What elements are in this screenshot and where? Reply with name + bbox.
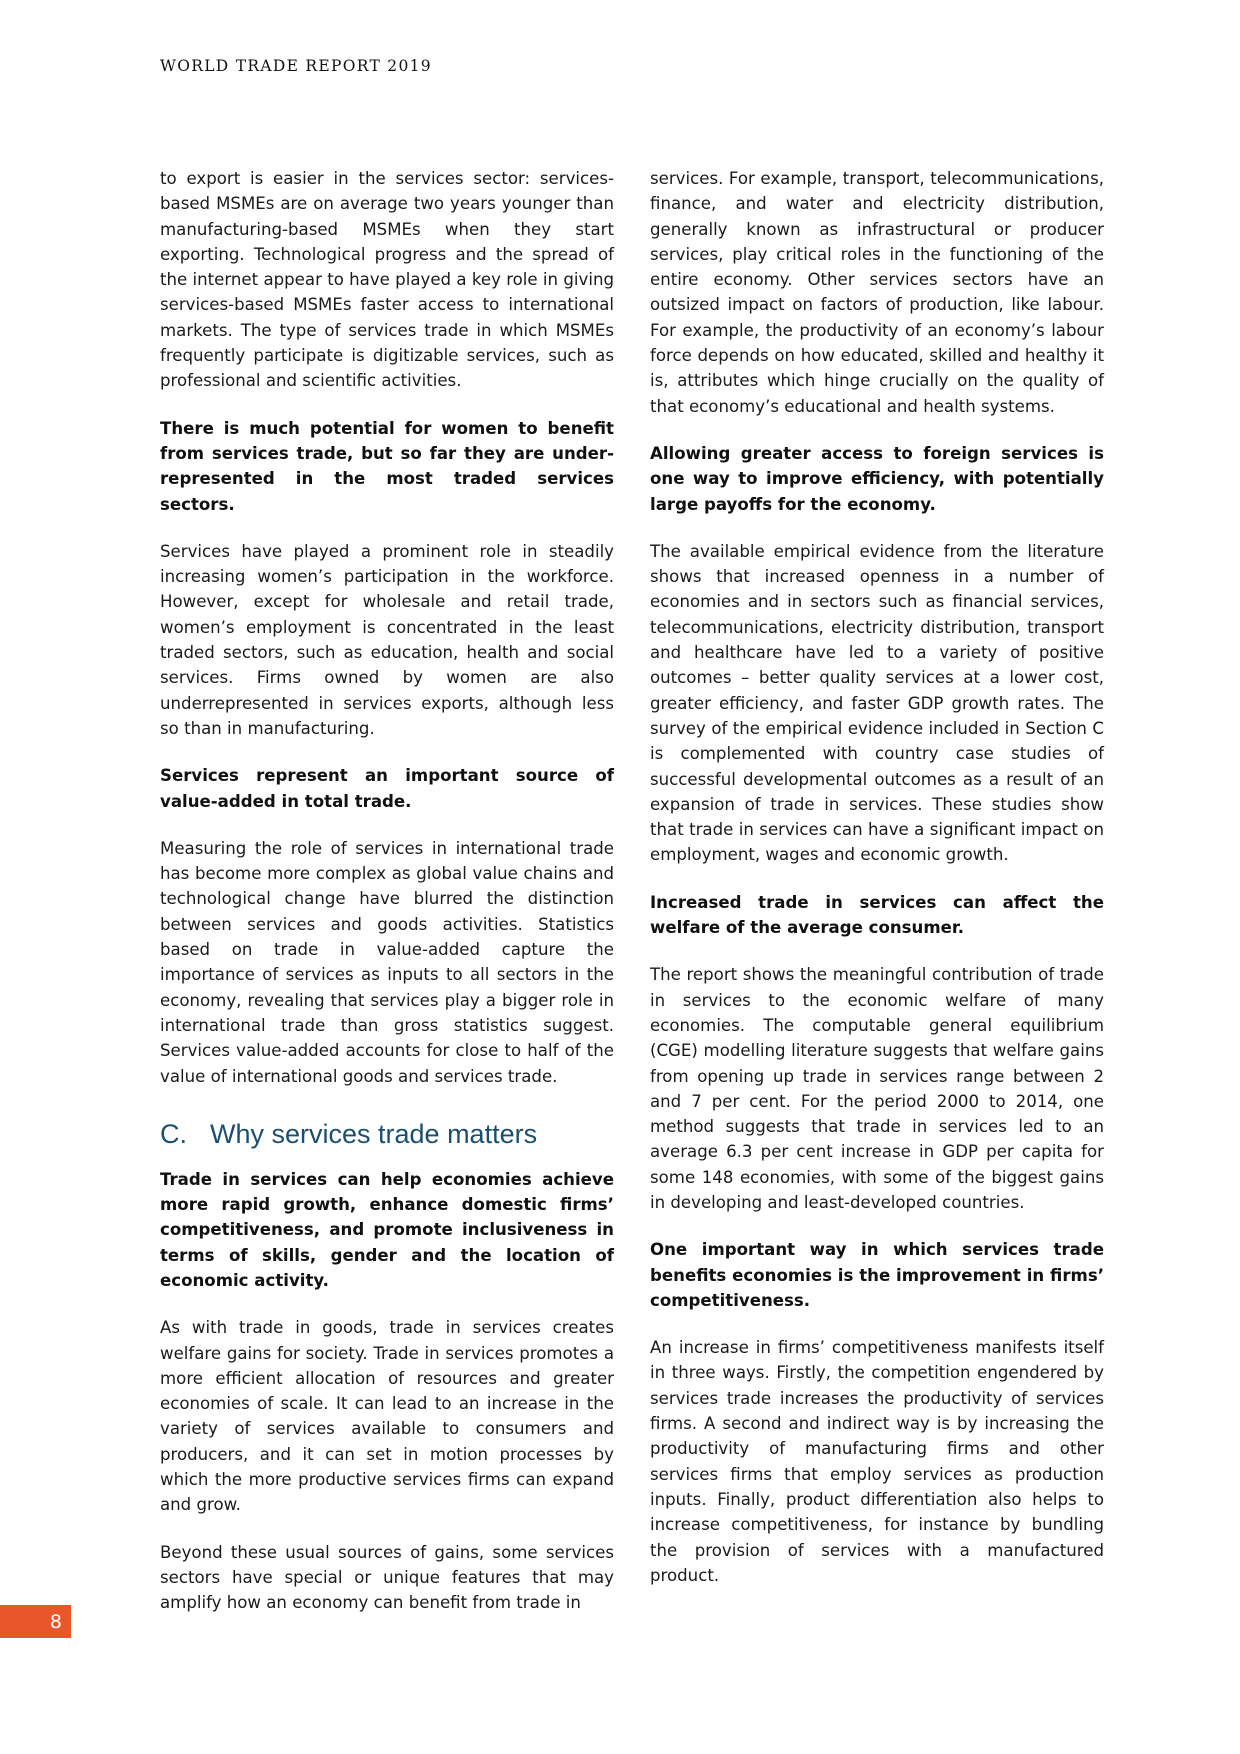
left-column	[160, 166, 614, 1638]
section-heading	[160, 1117, 614, 1151]
body-paragraph: The available empirical evidence from the literature shows that increased openness in a number of economies and in sectors such as financial services, telecommunications, electricity distribution, transport and healthcare have led to a variety of positive outcomes – better quality services at a lower cost, greater efficiency, and faster GDP growth rates. The survey of the empirical evidence included in Section C is complemented with country case studies of successful developmental outcomes as a result of an expansion of trade in services. These studies show that trade in services can have a significant impact on employment, wages and economic growth.	[650, 541, 1104, 865]
lead-statement: Trade in services can help economies achieve more rapid growth, enhance domestic firms’ competitiveness, and promote inclusiveness in terms of skills, gender and the location of economic activity.	[160, 1169, 614, 1290]
body-paragraph: The report shows the meaningful contribution of trade in services to the economic welfare of many economies. The computable general equilibrium (CGE) modelling literature suggests that welfare gains from opening up trade in services range between 2 and 7 per cent. For the period 2000 to 2014, one method suggests that trade in services led to an average 6.3 per cent increase in GDP per capita for some 148 economies, with some of the biggest gains in developing and least-developed countries.	[650, 965, 1104, 1212]
body-paragraph: As with trade in goods, trade in services creates welfare gains for society. Trade in services promotes a more efficient allocation of resources and greater economies of scale. It can lead to an increase in the variety of services available to consumers and producers, and it can set in motion processes by which the more productive services firms can expand and grow.	[160, 1318, 614, 1515]
lead-statement: Increased trade in services can affect the welfare of the average consumer.	[650, 892, 1104, 938]
body-paragraph: to export is easier in the services sector: services-based MSMEs are on average two years younger than manufacturing-based MSMEs when they start exporting. Technological progress and the spread of the internet appear to have played a key role in giving services-based MSMEs faster access to international markets. The type of services trade in which MSMEs frequently participate is digitizable services, such as professional and scientific activities.	[160, 169, 614, 391]
lead-statement: Services represent an important source of value-added in total trade.	[160, 766, 614, 811]
lead-statement: Allowing greater access to foreign services is one way to improve efficiency, with potentially large payoffs for the economy.	[650, 443, 1104, 514]
right-column	[650, 166, 1104, 1610]
body-paragraph: Services have played a prominent role in steadily increasing women’s participation in the workforce. However, except for wholesale and retail trade, women’s employment is concentrated in the least traded sectors, such as education, health and social services. Firms owned by women are also underrepresented in services exports, although less so than in manufacturing.	[160, 541, 614, 738]
section-title: Why services trade matters	[210, 1118, 538, 1149]
body-paragraph: services. For example, transport, telecommunications, finance, and water and electricity distribution, generally known as infrastructural or producer services, play critical roles in the functioning of the entire economy. Other services sectors have an outsized impact on factors of production, like labour. For example, the productivity of an economy’s labour force depends on how educated, skilled and healthy it is, attributes which hinge crucially on the quality of that economy’s educational and health systems.	[650, 169, 1104, 416]
section-letter: C.	[160, 1118, 187, 1149]
body-paragraph: Measuring the role of services in international trade has become more complex as global value chains and technological change have blurred the distinction between services and goods activities. Statistics based on trade in value-added capture the importance of services as inputs to all sectors in the economy, revealing that services play a bigger role in international trade than gross statistics suggest. Services value-added accounts for close to half of the value of international goods and services trade.	[160, 838, 614, 1086]
body-paragraph: Beyond these usual sources of gains, some services sectors have special or unique features that may amplify how an economy can benefit from trade in	[160, 1542, 614, 1613]
page-number: 8	[0, 1605, 71, 1638]
body-paragraph: An increase in firms’ competitiveness manifests itself in three ways. Firstly, the competition engendered by services trade increases the productivity of services firms. A second and indirect way is by increasing the productivity of manufacturing firms and other services firms that employ services as production inputs. Finally, product differentiation also helps to increase competitiveness, for instance by bundling the provision of services with a manufactured product.	[650, 1338, 1104, 1585]
lead-statement: One important way in which services trade benefits economies is the improvement in firms’ competitiveness.	[650, 1240, 1104, 1310]
running-header: WORLD TRADE REPORT 2019	[160, 57, 432, 75]
lead-statement: There is much potential for women to benefit from services trade, but so far they are under-represented in the most traded services sectors.	[160, 418, 614, 514]
